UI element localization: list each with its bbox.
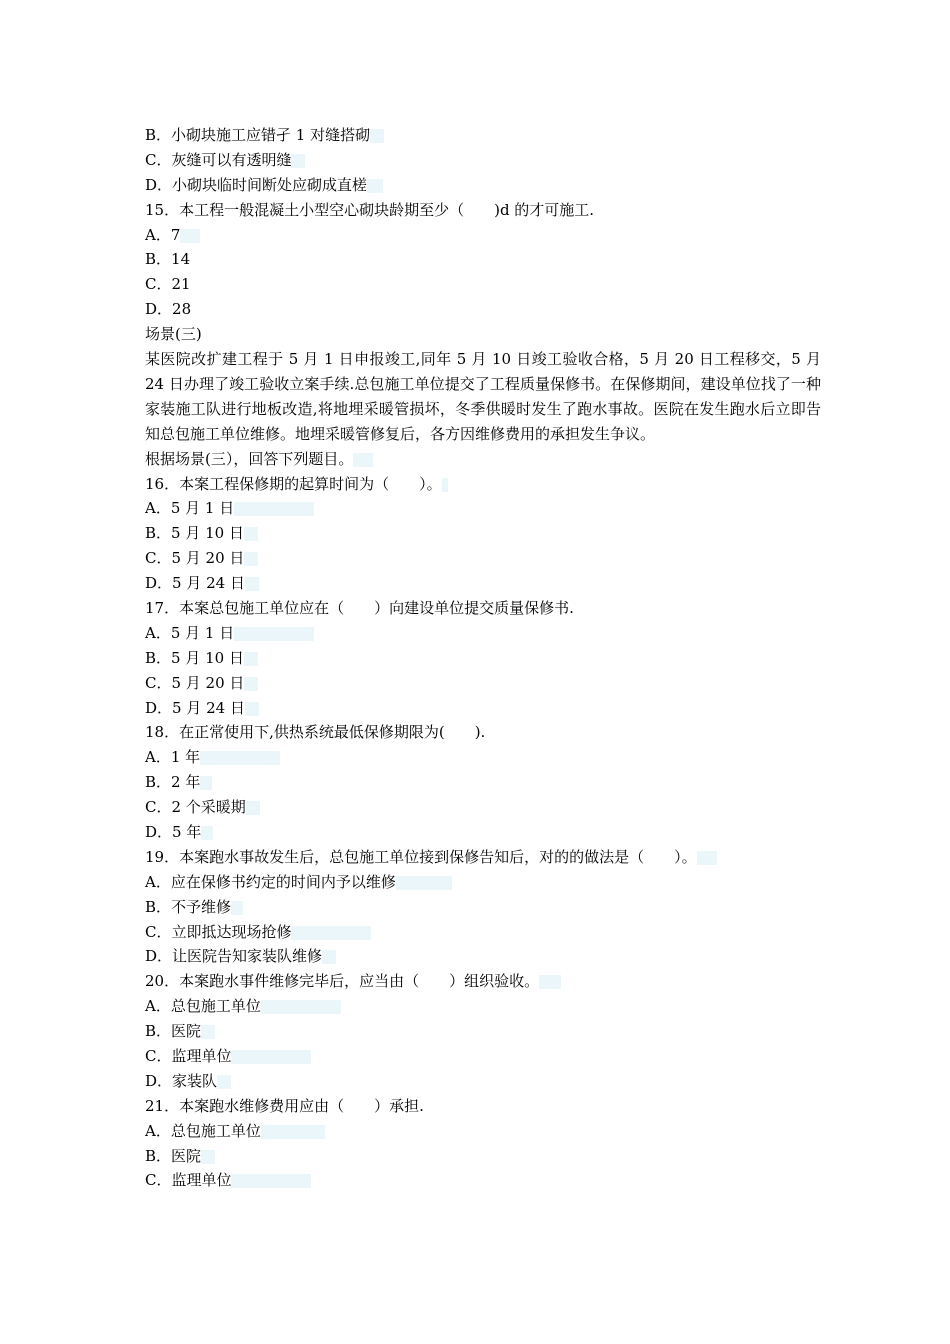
- trailing-highlight: [261, 1125, 325, 1139]
- line-text: A．总包施工单位: [145, 997, 261, 1016]
- text-line: [145, 944, 825, 969]
- trailing-highlight: [442, 478, 448, 492]
- trailing-highlight: [244, 677, 258, 691]
- text-line: [145, 148, 825, 173]
- line-text: 15．本工程一般混凝土小型空心砌块龄期至少（ )d 的才可施工.: [145, 200, 595, 219]
- line-text: A．7: [145, 225, 181, 244]
- line-text: C．2 个采暖期: [145, 798, 246, 817]
- line-text: B．不予维修: [145, 897, 232, 916]
- line-text: C．5 月 20 日: [145, 673, 245, 692]
- trailing-highlight: [200, 751, 280, 765]
- trailing-highlight: [234, 502, 314, 516]
- line-text: C．21: [145, 275, 191, 294]
- text-line: [145, 720, 825, 745]
- line-text: A．5 月 1 日: [145, 623, 235, 642]
- trailing-highlight: [231, 901, 243, 915]
- line-text: D．5 月 24 日: [145, 698, 245, 717]
- line-text: C．灰缝可以有透明缝: [145, 150, 292, 169]
- text-line: [145, 247, 825, 272]
- trailing-highlight: [291, 154, 305, 168]
- text-line: [145, 1119, 825, 1144]
- text-line: [145, 496, 825, 521]
- trailing-highlight: [322, 950, 336, 964]
- line-text: A．应在保修书约定的时间内予以维修: [145, 872, 396, 891]
- text-line: [145, 1168, 825, 1193]
- text-line: [145, 1144, 825, 1169]
- trailing-highlight: [367, 179, 383, 193]
- text-line: [145, 1019, 825, 1044]
- line-text: 20．本案跑水事件维修完毕后，应当由（ ）组织验收。: [145, 972, 540, 991]
- line-text: D．家装队: [145, 1071, 218, 1090]
- trailing-highlight: [217, 1075, 231, 1089]
- trailing-highlight: [244, 552, 258, 566]
- line-text: C．监理单位: [145, 1171, 232, 1190]
- trailing-highlight: [244, 527, 258, 541]
- text-line: [145, 472, 825, 497]
- line-text: B．5 月 10 日: [145, 524, 244, 543]
- line-text: B．医院: [145, 1146, 202, 1165]
- trailing-highlight: [231, 1050, 311, 1064]
- text-line: [145, 322, 825, 347]
- trailing-highlight: [291, 926, 371, 940]
- line-text: 17．本案总包施工单位应在（ ）向建设单位提交质量保修书.: [145, 598, 574, 617]
- line-text: D．让医院告知家装队维修: [145, 947, 323, 966]
- line-text: D．28: [145, 300, 192, 319]
- trailing-highlight: [245, 577, 259, 591]
- text-line: [145, 969, 825, 994]
- trailing-highlight: [697, 851, 717, 865]
- text-line: [145, 272, 825, 297]
- text-line: [145, 845, 825, 870]
- line-text: B．5 月 10 日: [145, 648, 244, 667]
- line-text: B．14: [145, 250, 191, 269]
- line-text: 16．本案工程保修期的起算时间为（ ）。: [145, 474, 442, 493]
- text-line: [145, 173, 825, 198]
- line-text: 根据场景(三），回答下列题目。: [145, 449, 354, 468]
- text-line: [145, 1094, 825, 1119]
- trailing-highlight: [244, 652, 258, 666]
- trailing-highlight: [201, 826, 213, 840]
- text-line: [145, 621, 825, 646]
- text-line: [145, 895, 825, 920]
- line-text: A．1 年: [145, 748, 201, 767]
- text-line: [145, 1069, 825, 1094]
- line-text: B．医院: [145, 1022, 202, 1041]
- text-line: [145, 297, 825, 322]
- text-line: [145, 795, 825, 820]
- text-line: [145, 546, 825, 571]
- trailing-highlight: [201, 1025, 215, 1039]
- text-line: [145, 596, 825, 621]
- line-text: D．5 月 24 日: [145, 574, 245, 593]
- text-line: [145, 521, 825, 546]
- question-block-top: [145, 123, 825, 347]
- text-line: [145, 745, 825, 770]
- trailing-highlight: [246, 801, 260, 815]
- line-text: 21．本案跑水维修费用应由（ ）承担.: [145, 1096, 424, 1115]
- trailing-highlight: [370, 129, 384, 143]
- text-line: [145, 920, 825, 945]
- trailing-highlight: [180, 229, 200, 243]
- question-block-bottom: [145, 447, 825, 1194]
- trailing-highlight: [396, 876, 452, 890]
- line-text: A．5 月 1 日: [145, 499, 235, 518]
- trailing-highlight: [200, 776, 212, 790]
- line-text: 18．在正常使用下,供热系统最低保修期限为( ).: [145, 723, 486, 742]
- text-line: [145, 870, 825, 895]
- line-text: B．2 年: [145, 773, 201, 792]
- text-line: [145, 123, 825, 148]
- trailing-highlight: [353, 453, 373, 467]
- line-text: 19．本案跑水事故发生后，总包施工单位接到保修告知后，对的的做法是（ ）。: [145, 847, 697, 866]
- line-text: B．小砌块施工应错孑 1 对缝搭砌: [145, 126, 371, 144]
- text-line: [145, 646, 825, 671]
- line-text: D．小砌块临时间断处应砌成直槎: [145, 175, 368, 194]
- text-line: [145, 198, 825, 223]
- scenario-paragraph: 某医院改扩建工程于 5 月 1 日申报竣工,同年 5 月 10 日竣工验收合格，5 月 20 日工程移交，5 月 24 日办理了竣工验收立案手续.总包施工单位提交了工程质量保修书。在保修期间，建设单位找了一种家装施工队进行地板改造,将地埋采暖管损坏，冬季供暖时发生了跑水事故。医院在发生跑水后立即告知总包施工单位维修。地埋采暖管修复后，各方因维修费用的承担发生争议。: [145, 350, 821, 443]
- line-text: C．监理单位: [145, 1047, 232, 1066]
- trailing-highlight: [539, 975, 561, 989]
- trailing-highlight: [231, 1174, 311, 1188]
- line-text: D．5 年: [145, 823, 202, 841]
- trailing-highlight: [245, 702, 259, 716]
- text-line: [145, 770, 825, 795]
- line-text: C．立即抵达现场抢修: [145, 922, 292, 941]
- trailing-highlight: [201, 1150, 215, 1164]
- text-line: [145, 1044, 825, 1069]
- text-line: [145, 994, 825, 1019]
- line-text: A．总包施工单位: [145, 1121, 261, 1140]
- text-line: [145, 571, 825, 596]
- text-line: [145, 820, 825, 845]
- text-line: [145, 447, 825, 472]
- trailing-highlight: [234, 627, 314, 641]
- line-text: C．5 月 20 日: [145, 549, 245, 568]
- document-content: [145, 123, 825, 1193]
- text-line: [145, 671, 825, 696]
- line-text: 场景(三): [145, 325, 202, 344]
- text-line: [145, 223, 825, 248]
- text-line: [145, 696, 825, 721]
- trailing-highlight: [261, 1000, 341, 1014]
